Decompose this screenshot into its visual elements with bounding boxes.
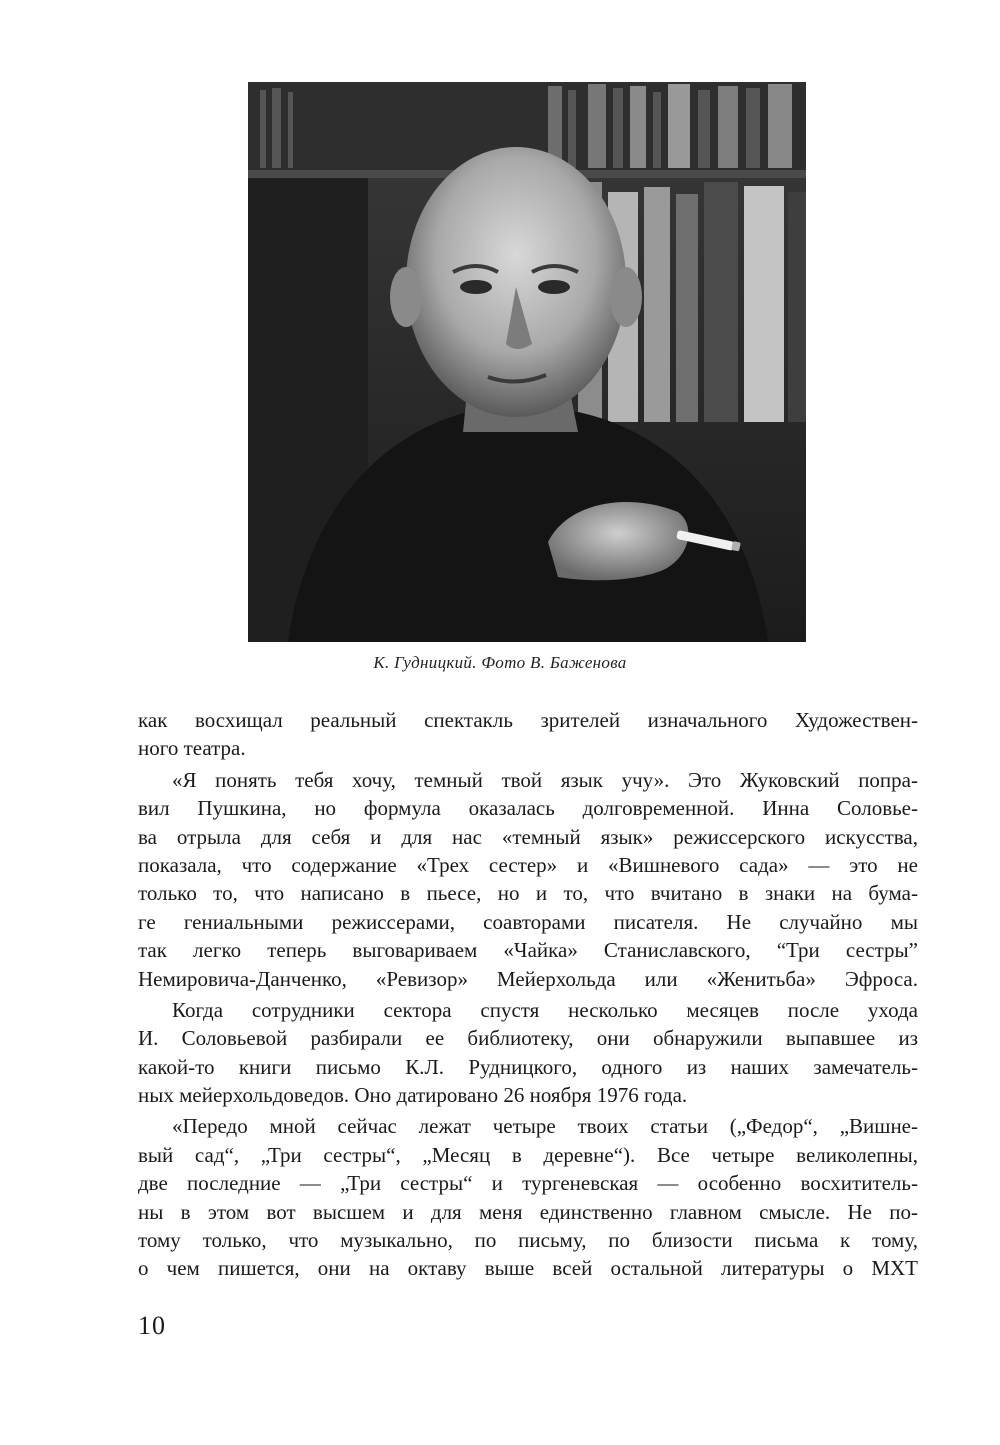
text-line: так легко теперь выговариваем «Чайка» Станиславского, “Три сестры” xyxy=(138,938,918,963)
text-line: тому только, что музыкально, по письму, по близости письма к тому, xyxy=(138,1228,918,1253)
text-line: вил Пушкина, но формула оказалась долговременной. Инна Соловье- xyxy=(138,796,918,821)
text-line: Немировича-Данченко, «Ревизор» Мейерхольда или «Женитьба» Эфроса. xyxy=(138,966,918,991)
text-line: ны в этом вот высшем и для меня единственно главном смысле. Не по- xyxy=(138,1199,918,1224)
text-line: «Передо мной сейчас лежат четыре твоих статьи („Федор“, „Вишне- xyxy=(172,1114,918,1139)
text-line: как восхищал реальный спектакль зрителей изначального Художествен- xyxy=(138,708,918,732)
page-number: 10 xyxy=(138,1311,166,1340)
text-line: только то, что написано в пьесе, но и то, что вчитано в знаки на бума- xyxy=(138,881,918,906)
text-line: ного театра. xyxy=(138,736,246,761)
body-text xyxy=(138,706,918,1283)
text-line: вый сад“, „Три сестры“, „Месяц в деревне“). Все четыре великолепны, xyxy=(138,1142,918,1167)
text-line: какой-то книги письмо К.Л. Рудницкого, одного из наших замечатель- xyxy=(138,1054,918,1079)
text-line: Когда сотрудники сектора спустя несколько месяцев после ухода xyxy=(172,997,918,1022)
text-line: И. Соловьевой разбирали ее библиотеку, они обнаружили выпавшее из xyxy=(138,1026,918,1051)
portrait-photo xyxy=(248,82,806,642)
text-line: «Я понять тебя хочу, темный твой язык учу». Это Жуковский попра- xyxy=(172,767,918,792)
text-line: ге гениальными режиссерами, соавторами писателя. Не случайно мы xyxy=(138,909,918,934)
text-line: о чем пишется, они на октаву выше всей остальной литературы о МХТ xyxy=(138,1256,918,1281)
photo-caption: К. Гудницкий. Фото В. Баженова xyxy=(373,653,627,672)
text-line: ных мейерхольдоведов. Оно датировано 26 ноября 1976 года. xyxy=(138,1083,688,1108)
text-line: две последние — „Три сестры“ и тургеневская — особенно восхититель- xyxy=(138,1171,918,1196)
text-line: ва отрыла для себя и для нас «темный язык» режиссерского искусства, xyxy=(138,824,918,849)
text-line: показала, что содержание «Трех сестер» и «Вишневого сада» — это не xyxy=(138,852,918,877)
